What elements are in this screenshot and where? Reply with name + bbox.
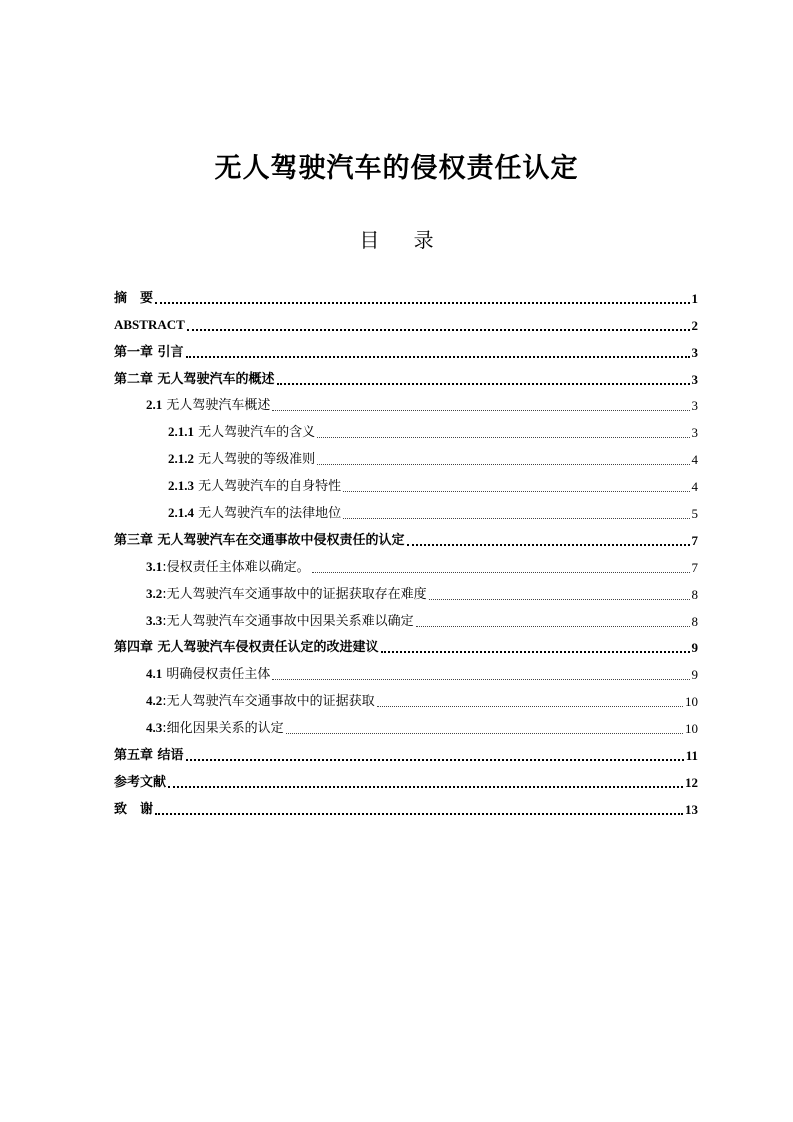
toc-page-number: 7 <box>691 559 698 575</box>
toc-entry-text <box>114 344 184 361</box>
toc-entry-label: :无人驾驶汽车交通事故中因果关系难以确定 <box>162 613 414 629</box>
toc-entry[interactable] <box>114 656 698 683</box>
toc-entry[interactable] <box>114 334 698 361</box>
toc-entry[interactable] <box>114 710 698 737</box>
toc-entry-text <box>114 532 405 549</box>
toc-entry-label: 致 谢 <box>114 801 154 817</box>
toc-entry-text <box>146 559 310 576</box>
toc-page-number: 5 <box>691 506 698 522</box>
toc-page-number: 8 <box>691 586 698 602</box>
toc-entry-label: :无人驾驶汽车交通事故中的证据获取 <box>162 694 375 710</box>
toc-entry-number: 4.2 <box>146 693 163 709</box>
toc-entry-label: 无人驾驶的等级准则 <box>194 452 316 468</box>
toc-entry-text <box>114 290 153 307</box>
toc-entry[interactable] <box>114 441 698 468</box>
toc-entry-number: ABSTRACT <box>114 316 185 332</box>
toc-dot-leader <box>343 517 689 519</box>
toc-entry-label: 无人驾驶汽车的法律地位 <box>194 506 342 522</box>
toc-entry-label: 无人驾驶汽车的自身特性 <box>194 479 342 495</box>
toc-page-number: 4 <box>691 452 698 468</box>
toc-entry-text <box>114 801 153 818</box>
toc-entry-text <box>114 774 166 791</box>
toc-entry[interactable] <box>114 630 698 657</box>
toc-entry-number: 3.2 <box>146 585 163 601</box>
toc-entry[interactable] <box>114 549 698 576</box>
toc-entry[interactable] <box>114 791 698 818</box>
toc-entry-label: 摘 要 <box>114 290 154 306</box>
toc-dot-leader <box>186 355 690 358</box>
toc-entry-number: 4.1 <box>146 666 163 682</box>
toc-page-number: 3 <box>691 371 698 387</box>
toc-entry-label: 第二章 无人驾驶汽车的概述 <box>114 371 275 387</box>
toc-entry-text <box>168 451 315 468</box>
toc-page-number: 3 <box>691 398 698 414</box>
toc-entry-label: 第三章 无人驾驶汽车在交通事故中侵权责任的认定 <box>114 532 405 548</box>
toc-entry-text <box>114 317 185 334</box>
table-of-contents <box>114 280 698 818</box>
toc-entry-number: 2.1.4 <box>168 505 194 521</box>
toc-dot-leader <box>416 625 690 627</box>
toc-entry-label: 参考文献 <box>114 774 167 790</box>
toc-entry[interactable] <box>114 388 698 415</box>
toc-dot-leader <box>155 301 689 304</box>
toc-dot-leader <box>272 409 689 411</box>
toc-dot-leader <box>277 382 690 385</box>
toc-entry-number: 2.1.2 <box>168 451 194 467</box>
toc-entry-label: :侵权责任主体难以确定。 <box>162 559 310 575</box>
toc-page-number: 1 <box>691 290 698 306</box>
toc-entry-label: 第五章 结语 <box>114 748 184 764</box>
toc-entry-text <box>146 613 414 630</box>
toc-entry-text <box>146 693 375 710</box>
toc-entry-text <box>146 666 270 683</box>
toc-entry[interactable] <box>114 522 698 549</box>
toc-page-number: 13 <box>685 801 698 817</box>
toc-entry-text <box>114 639 379 656</box>
toc-entry-text <box>168 505 341 522</box>
toc-entry[interactable] <box>114 764 698 791</box>
toc-entry[interactable] <box>114 307 698 334</box>
toc-dot-leader <box>381 650 690 653</box>
toc-page-number: 10 <box>685 721 698 737</box>
toc-entry-number: 2.1.3 <box>168 478 194 494</box>
toc-entry-text <box>168 424 315 441</box>
toc-page-number: 3 <box>691 425 698 441</box>
toc-entry[interactable] <box>114 576 698 603</box>
document-title: 无人驾驶汽车的侵权责任认定 <box>214 153 579 184</box>
toc-page-number: 2 <box>691 317 698 333</box>
toc-entry-label: 无人驾驶汽车概述 <box>162 398 271 414</box>
toc-entry-label: 明确侵权责任主体 <box>162 667 271 683</box>
toc-dot-leader <box>317 436 689 438</box>
toc-dot-leader <box>317 463 689 465</box>
toc-page-number: 12 <box>685 774 698 790</box>
toc-entry-text <box>146 586 427 603</box>
toc-entry[interactable] <box>114 603 698 630</box>
toc-dot-leader <box>186 758 684 761</box>
toc-entry[interactable] <box>114 683 698 710</box>
toc-dot-leader <box>155 812 683 815</box>
toc-page-number: 3 <box>691 344 698 360</box>
toc-heading: 目 录 <box>359 228 448 252</box>
toc-dot-leader <box>168 785 683 788</box>
toc-page-number: 9 <box>691 667 698 683</box>
toc-entry-label: :细化因果关系的认定 <box>162 721 284 737</box>
toc-entry-text <box>146 720 284 737</box>
toc-dot-leader <box>286 732 683 734</box>
toc-entry-text <box>114 371 275 388</box>
toc-entry[interactable] <box>114 280 698 307</box>
toc-page-number: 4 <box>691 479 698 495</box>
toc-dot-leader <box>343 490 689 492</box>
toc-page-number: 7 <box>691 532 698 548</box>
toc-dot-leader <box>187 328 690 331</box>
toc-dot-leader <box>272 678 689 680</box>
toc-entry-label: 第四章 无人驾驶汽车侵权责任认定的改进建议 <box>114 640 379 656</box>
toc-page-number: 8 <box>691 613 698 629</box>
toc-entry-label: 无人驾驶汽车的含义 <box>194 425 316 441</box>
toc-entry-text <box>114 747 184 764</box>
toc-entry-number: 4.3 <box>146 720 163 736</box>
toc-entry-text <box>146 397 270 414</box>
toc-entry-label: 第一章 引言 <box>114 344 184 360</box>
toc-entry[interactable] <box>114 361 698 388</box>
toc-entry[interactable] <box>114 414 698 441</box>
toc-page-number: 9 <box>691 640 698 656</box>
toc-entry[interactable] <box>114 495 698 522</box>
toc-page-number: 10 <box>685 694 698 710</box>
toc-dot-leader <box>429 598 690 600</box>
toc-entry-label: :无人驾驶汽车交通事故中的证据获取存在难度 <box>162 586 427 602</box>
toc-entry[interactable] <box>114 737 698 764</box>
toc-page-number: 11 <box>685 748 698 764</box>
toc-entry-number: 3.1 <box>146 558 163 574</box>
toc-dot-leader <box>377 705 683 707</box>
toc-entry-number: 3.3 <box>146 612 163 628</box>
toc-dot-leader <box>407 543 690 546</box>
toc-entry-number: 2.1.1 <box>168 424 194 440</box>
toc-dot-leader <box>312 571 690 573</box>
toc-entry-text <box>168 478 341 495</box>
toc-entry-number: 2.1 <box>146 397 163 413</box>
toc-entry[interactable] <box>114 468 698 495</box>
